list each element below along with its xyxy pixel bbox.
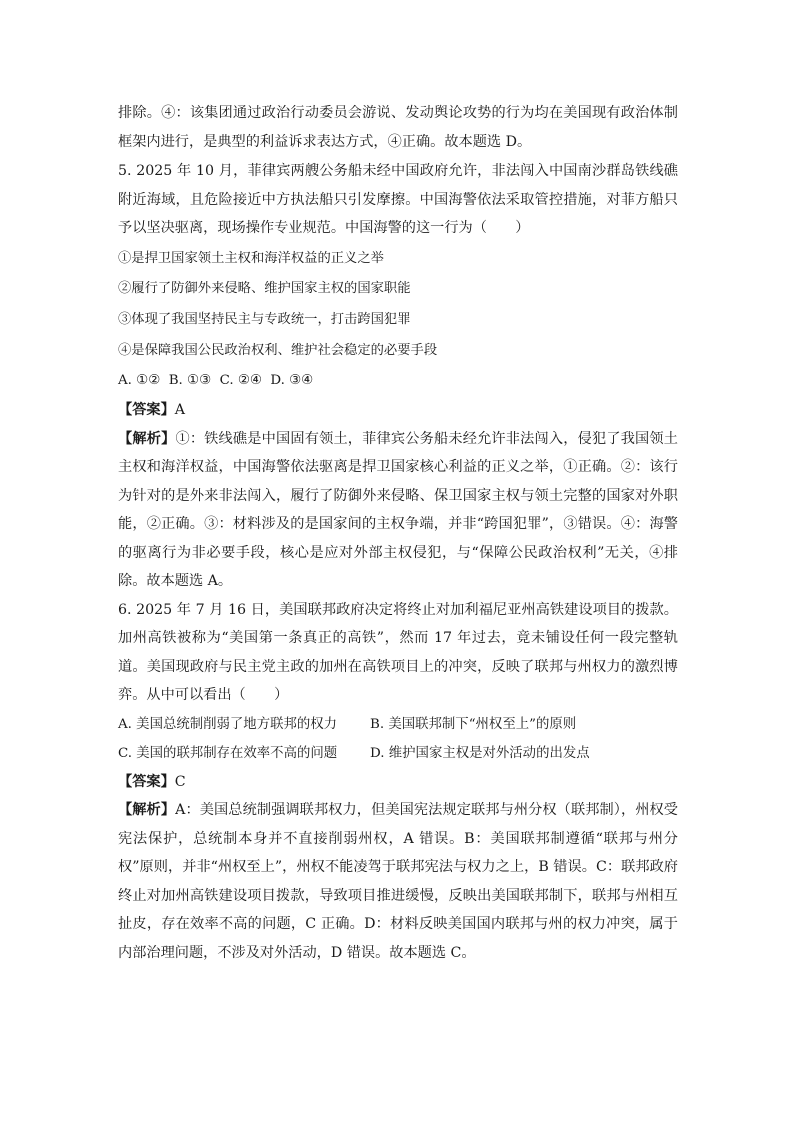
statement-2: ②履行了防御外来侵略、维护国家主权的国家职能	[118, 281, 411, 297]
question-6-options	[118, 710, 678, 768]
question-5-options: A. ①② B. ①③ C. ②④ D. ③④	[118, 373, 314, 389]
analysis-label: 【解析】	[118, 802, 176, 819]
answer-value: C	[174, 773, 186, 790]
option-d: D. 维护国家主权是对外活动的出发点	[370, 745, 590, 761]
question-5-answer	[118, 396, 678, 425]
prev-analysis-tail: 排除。④：该集团通过政治行动委员会游说、发动舆论攻势的行为均在美国现有政治体制框架内进行，是典型的利益诉求表达方式，④正确。故本题选 D。	[118, 105, 678, 150]
question-6-answer	[118, 768, 678, 797]
document-page	[118, 99, 678, 967]
analysis-label: 【解析】	[118, 430, 176, 447]
option-b: B. 美国联邦制下“州权至上”的原则	[370, 716, 577, 732]
answer-label: 【答案】	[118, 773, 175, 790]
question-5-statements	[118, 244, 678, 367]
statement-1: ①是捍卫国家领土主权和海洋权益的正义之举	[118, 250, 384, 266]
question-5-stem: 5. 2025 年 10 月，菲律宾两艘公务船未经中国政府允许，非法闯入中国南沙群岛铁线礁附近海域，且危险接近中方执法船只引发摩擦。中国海警依法采取管控措施，对菲方船只予以坚决驱离，现场操作专业规范。中国海警的这一行为（ ）	[118, 163, 678, 236]
analysis-text: A：美国总统制强调联邦权力，但美国宪法规定联邦与州分权（联邦制），州权受宪法保护，总统制本身并不直接削弱州权，A 错误。B：美国联邦制遵循“联邦与州分权”原则，并非“州权至上”，州权不能凌驾于联邦宪法与权力之上，B 错误。C：联邦政府终止对加州高铁建设项目拨款，导致项目推进缓慢，反映出美国联邦制下，联邦与州相互扯皮，存在效率不高的问题，C 正确。D：材料反映美国国内联邦与州的权力冲突，属于内部治理问题，不涉及对外活动，D 错误。故本题选 C。	[118, 802, 678, 961]
statement-3: ③体现了我国坚持民主与专政统一，打击跨国犯罪	[118, 311, 411, 327]
analysis-text: ①：铁线礁是中国固有领土，菲律宾公务船未经允许非法闯入，侵犯了我国领土主权和海洋权益，中国海警依法驱离是捍卫国家核心利益的正义之举，①正确。②：该行为针对的是外来非法闯入，履行了防御外来侵略、保卫国家主权与领土完整的国家对外职能，②正确。③：材料涉及的是国家间的主权争端，并非“跨国犯罪”，③错误。④：海警的驱离行为非必要手段，核心是应对外部主权侵犯，与“保障公民政治权利”无关，④排除。故本题选 A。	[118, 430, 678, 590]
answer-label: 【答案】	[118, 402, 175, 419]
answer-value: A	[174, 402, 186, 419]
question-5-analysis	[118, 425, 678, 596]
question-6-analysis	[118, 796, 678, 967]
option-c: C. 美国的联邦制存在效率不高的问题	[118, 745, 338, 761]
question-6-stem: 6. 2025 年 7 月 16 日，美国联邦政府决定将终止对加利福尼亚州高铁建设项目的拨款。加州高铁被称为“美国第一条真正的高铁”，然而 17 年过去，竟未铺设任何一段完整轨道。美国现政府与民主党主政的加州在高铁项目上的冲突，反映了联邦与州权力的激烈博弈。从中可以看出（ ）	[118, 601, 678, 704]
statement-4: ④是保障我国公民政治权利、维护社会稳定的必要手段	[118, 342, 438, 358]
option-a: A. 美国总统制削弱了地方联邦的权力	[118, 716, 338, 732]
